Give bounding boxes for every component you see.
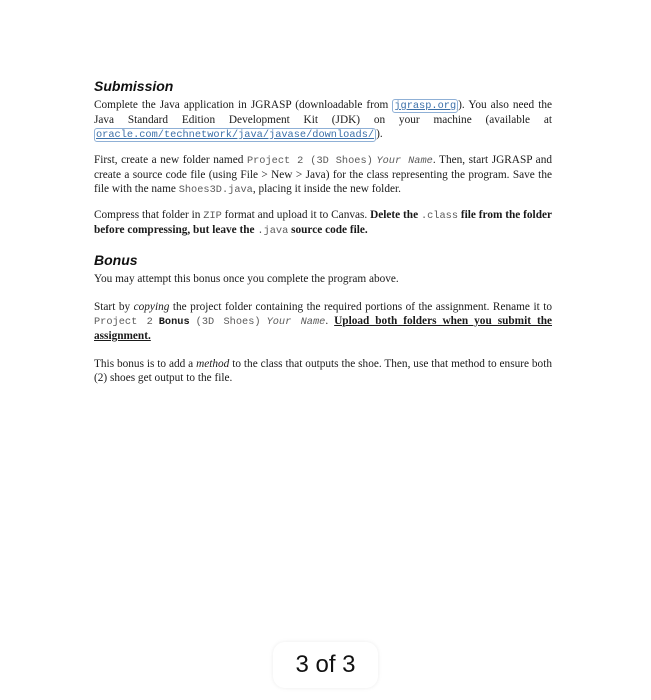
text-run: format and upload it to Canvas. bbox=[221, 209, 371, 221]
submission-paragraph-2 bbox=[94, 153, 552, 197]
text-run: Start by bbox=[94, 301, 134, 313]
text-run: . bbox=[325, 315, 335, 327]
your-name-code: Your Name bbox=[266, 316, 326, 328]
java-ext-code: .java bbox=[257, 225, 289, 237]
text-run: ). You also need the Java Standard Edition Development Kit (JDK) on your machine (available at bbox=[94, 99, 552, 126]
bonus-heading: Bonus bbox=[94, 252, 138, 268]
text-run: , placing it inside the new folder. bbox=[252, 183, 401, 195]
emphasis-run: copying bbox=[133, 301, 170, 313]
bonus-code: Bonus bbox=[158, 316, 190, 328]
shoes-code: (3D Shoes) bbox=[195, 316, 261, 328]
class-ext-code: .class bbox=[420, 210, 459, 222]
bonus-paragraph-2 bbox=[94, 300, 552, 343]
document-content bbox=[94, 78, 552, 385]
bonus-paragraph-3 bbox=[94, 357, 552, 385]
filename-code: Shoes3D.java bbox=[178, 184, 253, 196]
submission-heading: Submission bbox=[94, 78, 174, 94]
text-run: First, create a new folder named bbox=[94, 154, 247, 166]
text-run: the project folder containing the required portions of the assignment. Rename it to bbox=[169, 301, 552, 313]
emphasis-run: method bbox=[196, 358, 230, 370]
bold-run: Delete the bbox=[370, 209, 421, 221]
text-run: . Then, start JGRASP and create a source code file (using File > New > Java) for the class representing the program. Save the file with the name bbox=[94, 154, 552, 195]
submission-paragraph-3 bbox=[94, 208, 552, 238]
upload-instruction: Upload both folders when you submit the assignment. bbox=[94, 315, 553, 342]
zip-code: ZIP bbox=[203, 210, 222, 222]
bold-run: source code file. bbox=[288, 224, 368, 236]
project-code: Project 2 bbox=[94, 316, 153, 328]
text-run: to the class that outputs the shoe. Then, use that method to ensure both (2) shoes get output to the file. bbox=[94, 358, 552, 384]
jgrasp-link[interactable]: jgrasp.org bbox=[394, 100, 457, 112]
text-run: Complete the Java application in JGRASP (downloadable from bbox=[94, 99, 393, 111]
your-name-code: Your Name bbox=[376, 155, 433, 167]
submission-paragraph-1 bbox=[94, 98, 552, 142]
bold-run: file from the folder before compressing, but leave the bbox=[94, 209, 553, 236]
text-run: ). bbox=[376, 128, 383, 140]
page-indicator: 3 of 3 bbox=[273, 642, 378, 688]
bonus-paragraph-1: You may attempt this bonus once you complete the program above. bbox=[94, 273, 399, 285]
text-run: Compress that folder in bbox=[94, 209, 204, 221]
text-run: This bonus is to add a bbox=[94, 358, 197, 370]
folder-name-code: Project 2 (3D Shoes) bbox=[246, 155, 373, 167]
oracle-downloads-link[interactable]: oracle.com/technetwork/java/javase/downloads/ bbox=[96, 129, 375, 141]
